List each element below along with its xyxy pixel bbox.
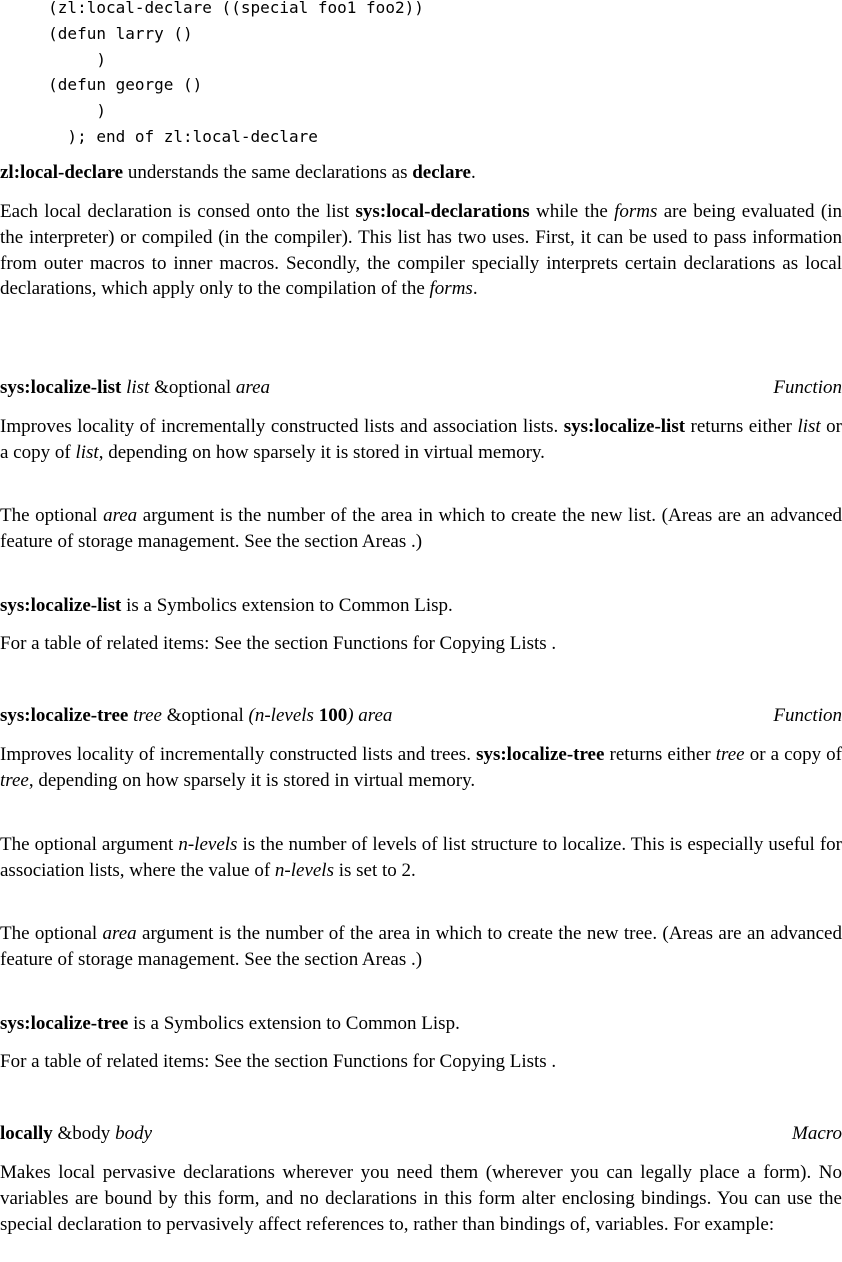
- argument-name: tree: [0, 769, 29, 791]
- paragraph-text: returns either: [685, 416, 798, 437]
- paragraph-locally-description: Makes local pervasive declarations wherever you need them (wherever you can legally place a form). No variables are bound by this form, and no declarations in this form alter enclosing bindings. You can use the special declaration to pervasively affect references to, rather than bindings of, variables. For example:: [0, 1162, 842, 1235]
- code-line: ); end of zl:local-declare: [0, 126, 318, 146]
- paragraph-text: Improves locality of incrementally constructed lists and association lists.: [0, 416, 564, 437]
- symbol-name: sys:local-declarations: [355, 201, 530, 222]
- entry-type: Function: [773, 377, 842, 398]
- paragraph-text: The optional: [0, 505, 104, 526]
- paragraph-text: is set to 2.: [333, 859, 416, 881]
- argument-name: forms: [614, 201, 658, 222]
- paragraph-text: Each local declaration is consed onto the list: [0, 201, 356, 222]
- symbol-name: zl:local-declare: [0, 162, 124, 183]
- paragraph-text: is a Symbolics extension to Common Lisp.: [121, 595, 453, 616]
- paragraph-text: The optional argument: [0, 834, 179, 855]
- symbol-name: sys:localize-list: [0, 595, 122, 616]
- paragraph-text: .: [472, 278, 478, 300]
- code-line: (defun larry (): [0, 23, 193, 43]
- argument-name: (n-levels: [248, 705, 319, 726]
- paragraph-local-declarations: [0, 199, 842, 302]
- paragraph-text: , depending on how sparsely it is stored in virtual memory.: [98, 441, 545, 463]
- argument-name: n-levels: [178, 834, 238, 855]
- entry-name: sys:localize-tree: [0, 705, 129, 726]
- paragraph-localize-tree-area: [0, 921, 842, 973]
- paragraph-localize-list-related: For a table of related items: See the section Functions for Copying Lists .: [0, 633, 557, 654]
- code-line: (zl:local-declare ((special foo1 foo2)): [0, 0, 424, 17]
- paragraph-text: argument is the number of the area in which to create the new tree. (Areas are an advanced feature of storage management. See the section Areas .): [0, 923, 842, 970]
- entry-type: Function: [773, 705, 842, 726]
- lambda-keyword: &optional: [166, 705, 244, 726]
- argument-name: list: [797, 416, 821, 437]
- symbol-name: sys:localize-tree: [476, 744, 605, 765]
- paragraph-text: argument is the number of the area in which to create the new list. (Areas are an advanced feature of storage management. See the section Areas .): [0, 505, 842, 552]
- paragraph-text: , depending on how sparsely it is stored in virtual memory.: [28, 769, 476, 791]
- lambda-keyword: &body: [57, 1123, 111, 1144]
- entry-header-locally: [0, 1121, 842, 1147]
- paragraph-localize-list-area: [0, 503, 842, 555]
- argument-name: ) area: [347, 705, 393, 726]
- paragraph-text: The optional: [0, 923, 103, 944]
- symbol-name: sys:localize-list: [563, 416, 686, 437]
- paragraph-localize-tree-related: For a table of related items: See the section Functions for Copying Lists .: [0, 1051, 557, 1072]
- argument-name: n-levels: [274, 859, 334, 881]
- code-example: [0, 0, 424, 150]
- argument-name: list: [126, 377, 150, 398]
- paragraph-text: or a copy of: [0, 416, 842, 463]
- argument-name: tree: [715, 744, 745, 765]
- paragraph-text: are being evaluated (in the interpreter) or compiled (in the compiler). This list has two uses. First, it can be used to pass information from outer macros to inner macros. Secondly, the compiler specially interprets certain declarations as local declarations, which apply only to the compilation of the: [0, 201, 842, 300]
- lambda-keyword: &optional: [154, 377, 232, 398]
- code-line: ): [0, 101, 106, 121]
- code-line: (defun george (): [0, 75, 203, 95]
- argument-name: area: [235, 377, 271, 398]
- paragraph-text: returns either: [604, 744, 716, 765]
- argument-name: tree: [133, 705, 162, 726]
- paragraph-text: is the number of levels of list structure to localize. This is especially useful for association lists, where the value of: [0, 834, 842, 881]
- entry-name: locally: [0, 1123, 53, 1144]
- argument-name: list: [75, 441, 99, 463]
- entry-type: Macro: [792, 1123, 842, 1144]
- paragraph-local-declare-summary: [0, 160, 842, 186]
- symbol-name: declare: [412, 162, 471, 183]
- argument-name: area: [102, 923, 137, 944]
- paragraph-localize-tree-description: [0, 742, 842, 794]
- default-value: 100: [318, 705, 348, 726]
- argument-name: area: [103, 505, 138, 526]
- paragraph-localize-tree-n-levels: [0, 832, 842, 884]
- paragraph-localize-list-description: [0, 414, 842, 466]
- paragraph-text: is a Symbolics extension to Common Lisp.: [128, 1013, 460, 1034]
- argument-name: forms: [429, 278, 473, 300]
- symbol-name: sys:localize-tree: [0, 1013, 129, 1034]
- paragraph-text: or a copy of: [744, 744, 842, 765]
- entry-name: sys:localize-list: [0, 377, 122, 398]
- paragraph-text: .: [470, 162, 476, 183]
- code-line: ): [0, 49, 106, 69]
- paragraph-text: understands the same declarations as: [123, 162, 413, 183]
- entry-header-localize-list: [0, 375, 842, 401]
- argument-name: body: [115, 1123, 152, 1144]
- paragraph-localize-tree-extension: [0, 1011, 842, 1037]
- paragraph-text: while the: [529, 201, 615, 222]
- paragraph-localize-list-extension: [0, 593, 842, 619]
- entry-header-localize-tree: [0, 703, 842, 729]
- paragraph-text: Improves locality of incrementally constructed lists and trees.: [0, 744, 477, 765]
